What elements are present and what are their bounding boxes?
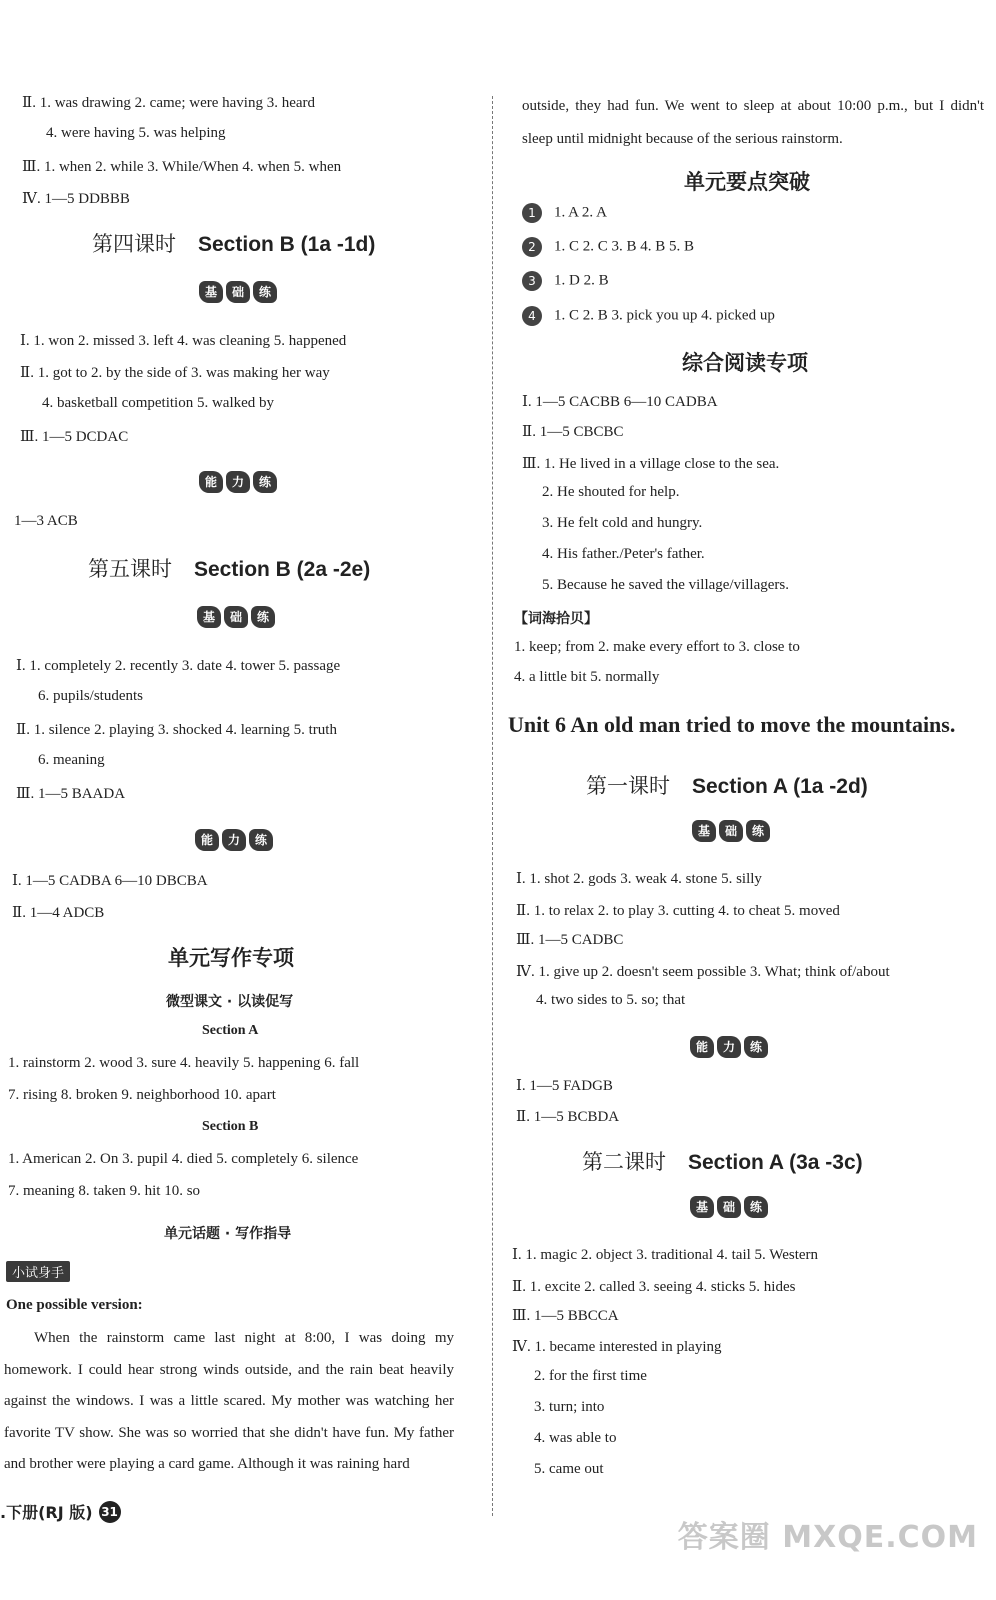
sample-essay: When the rainstorm came last night at 8:00, I was doing my homework. I could hear strong winds outside, and the rain beat heavily against the windows. I was a little scared. My mother was watching her favorite TV show. She was so worried that she didn't have fun. My father and brother were playing a card game. Although it was raining hard — [4, 1330, 454, 1473]
possible-version-label: One possible version: — [6, 1297, 143, 1313]
answer-line: Ⅳ. 1. give up 2. doesn't seem possible 3. What; think of/about — [516, 964, 890, 980]
unit6-lesson1-heading: 第一课时 Section A (1a -2d) — [586, 774, 868, 798]
answer-line: Ⅱ. 1—4 ADCB — [12, 905, 105, 921]
sample-essay-continued: outside, they had fun. We went to sleep at about 10:00 p.m., but I didn't sleep until midnight because of the serious rainstorm. — [522, 98, 984, 147]
answer-line: Ⅰ. 1—5 CACBB 6—10 CADBA — [522, 394, 718, 410]
basic-practice-badge: 基 础 练 — [197, 606, 275, 628]
answer-line: 6. meaning — [38, 752, 105, 768]
keypoint-item: 3 1. D 2. B — [522, 271, 609, 291]
section-b-label: Section B — [202, 1119, 259, 1134]
basic-practice-badge: 基 础 练 — [692, 820, 770, 842]
book-volume-label: .下册(RJ 版) — [0, 1503, 93, 1522]
basic-practice-badge: 基 础 练 — [690, 1196, 768, 1218]
answer-line: 1. American 2. On 3. pupil 4. died 5. completely 6. silence — [8, 1151, 359, 1167]
keypoint-item: 4 1. C 2. B 3. pick you up 4. picked up — [522, 306, 775, 326]
answer-line: 4. His father./Peter's father. — [542, 546, 705, 562]
answer-line: Ⅱ. 1. to relax 2. to play 3. cutting 4. to cheat 5. moved — [516, 903, 840, 919]
answer-line: 4. basketball competition 5. walked by — [42, 395, 275, 411]
answer-line: 1. rainstorm 2. wood 3. sure 4. heavily 5. happening 6. fall — [8, 1055, 360, 1071]
answer-line: 5. came out — [534, 1461, 604, 1477]
lesson4-heading: 第四课时 Section B (1a -1d) — [92, 232, 376, 256]
answer-line: 7. rising 8. broken 9. neighborhood 10. apart — [8, 1087, 276, 1103]
answer-line: Ⅱ. 1. was drawing 2. came; were having 3. heard — [22, 95, 316, 111]
answer-line: 1—3 ACB — [14, 513, 78, 529]
answer-line: Ⅲ. 1—5 CADBC — [516, 932, 624, 948]
answer-line: Ⅰ. 1. magic 2. object 3. traditional 4. tail 5. Western — [512, 1247, 819, 1263]
reading-title: 综合阅读专项 — [682, 351, 808, 375]
answer-line: 2. He shouted for help. — [542, 484, 680, 500]
answer-line: Ⅱ. 1. silence 2. playing 3. shocked 4. learning 5. truth — [16, 722, 337, 738]
answer-line: Ⅰ. 1. won 2. missed 3. left 4. was cleaning 5. happened — [20, 333, 347, 349]
answer-line: Ⅰ. 1—5 FADGB — [516, 1078, 613, 1094]
answer-line: Ⅳ. 1. became interested in playing — [512, 1339, 722, 1355]
answer-line: Ⅱ. 1—5 BCBDA — [516, 1109, 620, 1125]
answer-line: Ⅲ. 1—5 BAADA — [16, 786, 126, 802]
answer-line: 6. pupils/students — [38, 688, 144, 704]
answer-line: Ⅲ. 1—5 DCDAC — [20, 429, 129, 445]
answer-line: Ⅲ. 1. He lived in a village close to the sea. — [522, 456, 780, 472]
writing-subtitle: 微型课文 · 以读促写 — [166, 994, 294, 1010]
watermark: 答案圈 MXQE.COM — [677, 1520, 978, 1555]
answer-line: Ⅰ. 1—5 CADBA 6—10 DBCBA — [12, 873, 208, 889]
column-divider — [492, 96, 493, 1516]
try-it-tag: 小试身手 — [6, 1261, 70, 1282]
vocab-bracket-label: 【词海拾贝】 — [514, 611, 598, 627]
answer-line: 4. were having 5. was helping — [46, 125, 226, 141]
answer-line: Ⅰ. 1. shot 2. gods 3. weak 4. stone 5. silly — [516, 871, 762, 887]
answer-line: 3. He felt cold and hungry. — [542, 515, 703, 531]
answer-line: 4. was able to — [534, 1430, 617, 1446]
page-footer — [0, 1500, 121, 1523]
writing-guide-subtitle: 单元话题 · 写作指导 — [164, 1226, 292, 1242]
answer-line: 4. two sides to 5. so; that — [536, 992, 686, 1008]
answer-line: 3. turn; into — [534, 1399, 605, 1415]
keypoint-item: 1 1. A 2. A — [522, 203, 607, 223]
section-a-label: Section A — [202, 1023, 259, 1038]
answer-line: Ⅲ. 1. when 2. while 3. While/When 4. when 5. when — [22, 159, 342, 175]
answer-line: 5. Because he saved the village/villagers. — [542, 577, 789, 593]
writing-section-title: 单元写作专项 — [168, 946, 294, 970]
answer-line: Ⅲ. 1—5 BBCCA — [512, 1308, 619, 1324]
keypoints-title: 单元要点突破 — [684, 170, 810, 194]
answer-line: 7. meaning 8. taken 9. hit 10. so — [8, 1183, 201, 1199]
answer-line: Ⅱ. 1. got to 2. by the side of 3. was making her way — [20, 365, 330, 381]
lesson5-heading: 第五课时 Section B (2a -2e) — [88, 557, 371, 581]
answer-line: Ⅱ. 1. excite 2. called 3. seeing 4. sticks 5. hides — [512, 1279, 796, 1295]
ability-practice-badge: 能 力 练 — [195, 829, 273, 851]
ability-practice-badge: 能 力 练 — [690, 1036, 768, 1058]
unit6-lesson2-heading: 第二课时 Section A (3a -3c) — [582, 1150, 863, 1174]
basic-practice-badge: 基 础 练 — [199, 281, 277, 303]
answer-line: 4. a little bit 5. normally — [514, 669, 660, 685]
page-number: 31 — [99, 1501, 121, 1523]
answer-line: Ⅰ. 1. completely 2. recently 3. date 4. tower 5. passage — [16, 658, 341, 674]
answer-line: 1. keep; from 2. make every effort to 3. close to — [514, 639, 800, 655]
answer-line: Ⅱ. 1—5 CBCBC — [522, 424, 624, 440]
ability-practice-badge: 能 力 练 — [199, 471, 277, 493]
keypoint-item: 2 1. C 2. C 3. B 4. B 5. B — [522, 237, 694, 257]
unit6-title: Unit 6 An old man tried to move the mountains. — [508, 712, 956, 737]
answer-line: 2. for the first time — [534, 1368, 647, 1384]
answer-line: Ⅳ. 1—5 DDBBB — [22, 191, 130, 207]
